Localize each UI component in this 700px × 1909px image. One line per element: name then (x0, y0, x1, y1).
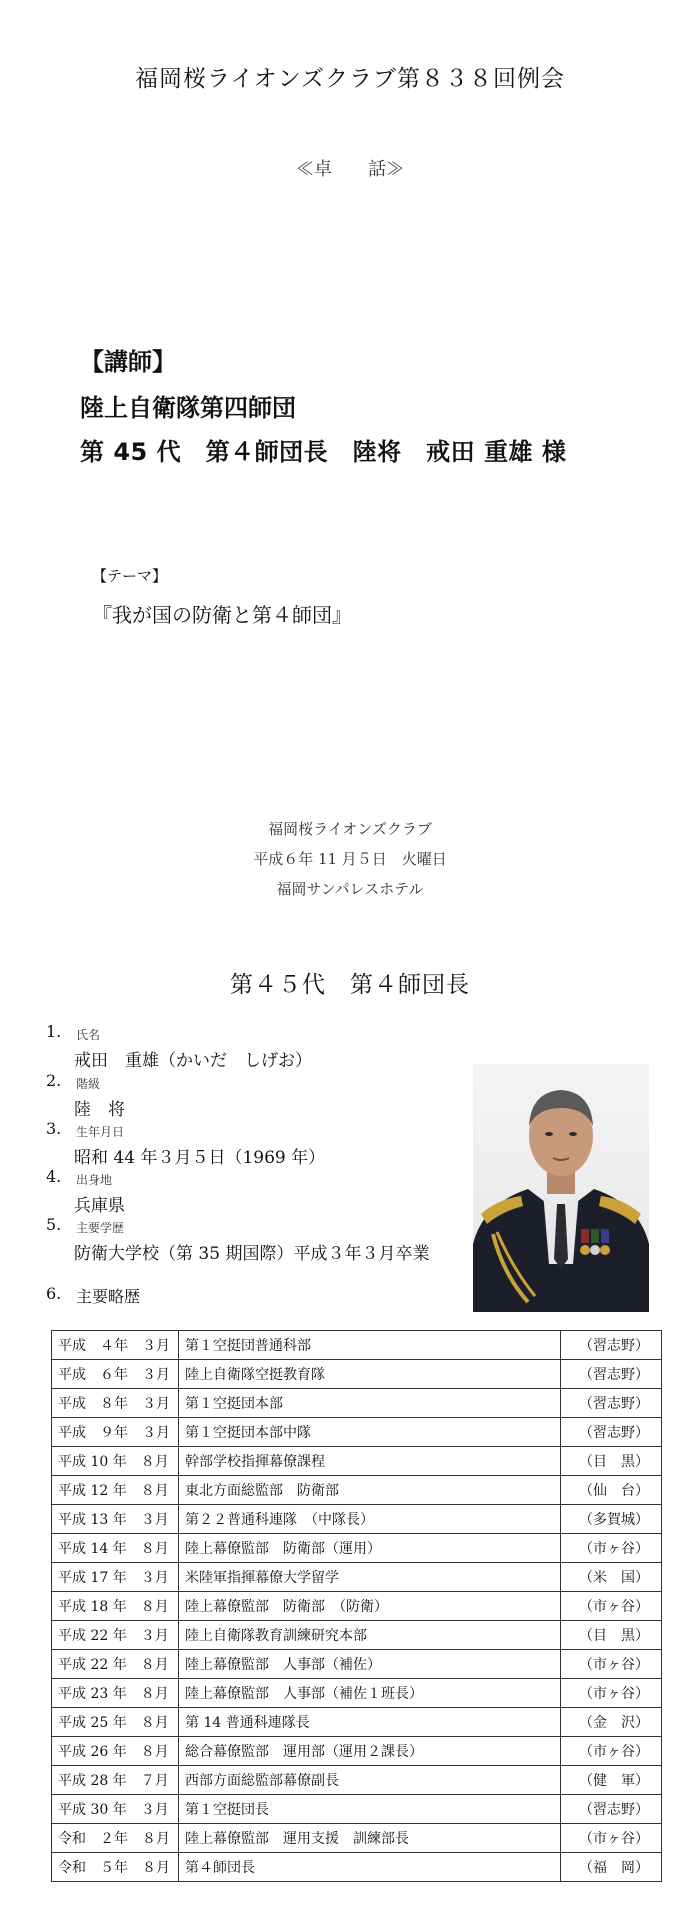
career-date: 平成 ８年 ３月 (52, 1389, 179, 1418)
career-post: 西部方面総監部幕僚副長 (179, 1766, 561, 1795)
career-date: 令和 ２年 ８月 (52, 1824, 179, 1853)
career-date: 平成 ４年 ３月 (52, 1331, 179, 1360)
career-post: 陸上幕僚監部 人事部（補佐１班長） (179, 1679, 561, 1708)
career-location: （市ヶ谷） (561, 1824, 662, 1853)
lecturer-organization: 陸上自衛隊第四師団 (80, 394, 296, 422)
career-post: 第 14 普通科連隊長 (179, 1708, 561, 1737)
bio-number: 5. (46, 1215, 62, 1234)
career-location: （市ヶ谷） (561, 1679, 662, 1708)
career-post: 第４師団長 (179, 1853, 561, 1882)
career-location: （習志野） (561, 1418, 662, 1447)
table-row (52, 1563, 662, 1592)
talk-label: ≪卓 話≫ (296, 159, 404, 180)
lecturer-name: 第 45 代 第４師団長 陸将 戒田 重雄 様 (80, 438, 567, 466)
table-row (52, 1766, 662, 1795)
table-row (52, 1418, 662, 1447)
career-date: 平成 ９年 ３月 (52, 1418, 179, 1447)
table-row (52, 1824, 662, 1853)
table-row (52, 1795, 662, 1824)
career-post: 第１空挺団普通科部 (179, 1331, 561, 1360)
bio-label-rank: 階級 (76, 1077, 101, 1091)
footer-date: 平成６年 11 月５日 火曜日 (253, 850, 447, 868)
career-location: （習志野） (561, 1795, 662, 1824)
table-row (52, 1534, 662, 1563)
table-row (52, 1650, 662, 1679)
career-location: （金 沢） (561, 1708, 662, 1737)
bio-label-name: 氏名 (76, 1028, 101, 1042)
lecturer-label: 【講師】 (80, 348, 176, 376)
career-location: （目 黒） (561, 1621, 662, 1650)
table-row (52, 1679, 662, 1708)
bio-value-rank: 陸 将 (74, 1100, 125, 1120)
table-row (52, 1737, 662, 1766)
footer-venue: 福岡サンパレスホテル (276, 880, 424, 898)
career-heading: 主要略歴 (76, 1287, 141, 1306)
bio-number: 2. (46, 1071, 62, 1090)
bio-label-education: 主要学歴 (76, 1221, 125, 1235)
bio-value-education: 防衛大学校（第 35 期国際）平成３年３月卒業 (74, 1244, 430, 1264)
career-location: （仙 台） (561, 1476, 662, 1505)
career-post: 米陸軍指揮幕僚大学留学 (179, 1563, 561, 1592)
portrait-photo (473, 1064, 649, 1312)
page-title: 福岡桜ライオンズクラブ第８３８回例会 (135, 66, 565, 92)
bio-number: 1. (46, 1022, 62, 1041)
table-row (52, 1505, 662, 1534)
bio-number: 4. (46, 1167, 62, 1186)
theme-text: 『我が国の防衛と第４師団』 (92, 603, 352, 627)
career-post: 第１空挺団本部 (179, 1389, 561, 1418)
career-post: 幹部学校指揮幕僚課程 (179, 1447, 561, 1476)
table-row (52, 1592, 662, 1621)
career-post: 総合幕僚監部 運用部（運用２課長） (179, 1737, 561, 1766)
career-date: 平成 22 年 ８月 (52, 1650, 179, 1679)
career-post: 陸上自衛隊教育訓練研究本部 (179, 1621, 561, 1650)
career-date: 平成 12 年 ８月 (52, 1476, 179, 1505)
table-row (52, 1389, 662, 1418)
theme-label: 【テーマ】 (92, 567, 168, 585)
footer-club: 福岡桜ライオンズクラブ (268, 820, 432, 838)
career-date: 令和 ５年 ８月 (52, 1853, 179, 1882)
career-post: 陸上幕僚監部 運用支援 訓練部長 (179, 1824, 561, 1853)
career-date: 平成 25 年 ８月 (52, 1708, 179, 1737)
career-post: 陸上幕僚監部 防衛部 （防衛） (179, 1592, 561, 1621)
career-location: （市ヶ谷） (561, 1737, 662, 1766)
career-post: 第１空挺団本部中隊 (179, 1418, 561, 1447)
career-post: 陸上幕僚監部 防衛部（運用） (179, 1534, 561, 1563)
career-location: （目 黒） (561, 1447, 662, 1476)
career-post: 陸上自衛隊空挺教育隊 (179, 1360, 561, 1389)
career-post: 陸上幕僚監部 人事部（補佐） (179, 1650, 561, 1679)
table-row (52, 1447, 662, 1476)
career-location: （市ヶ谷） (561, 1534, 662, 1563)
bio-value-hometown: 兵庫県 (74, 1196, 125, 1216)
bio-number: 6. (46, 1284, 62, 1303)
career-date: 平成 13 年 ３月 (52, 1505, 179, 1534)
career-date: 平成 22 年 ３月 (52, 1621, 179, 1650)
career-date: 平成 17 年 ３月 (52, 1563, 179, 1592)
bio-label-birthdate: 生年月日 (76, 1125, 125, 1139)
career-location: （健 軍） (561, 1766, 662, 1795)
bio-heading: 第４５代 第４師団長 (230, 972, 470, 998)
career-post: 第１空挺団長 (179, 1795, 561, 1824)
career-post: 東北方面総監部 防衛部 (179, 1476, 561, 1505)
table-row (52, 1853, 662, 1882)
bio-number: 3. (46, 1119, 62, 1138)
career-location: （習志野） (561, 1331, 662, 1360)
career-post: 第２２普通科連隊 （中隊長） (179, 1505, 561, 1534)
career-location: （市ヶ谷） (561, 1650, 662, 1679)
career-date: 平成 26 年 ８月 (52, 1737, 179, 1766)
portrait-icon (473, 1064, 649, 1312)
bio-value-name: 戒田 重雄（かいだ しげお） (74, 1051, 312, 1071)
career-location: （市ヶ谷） (561, 1592, 662, 1621)
table-row (52, 1360, 662, 1389)
career-date: 平成 18 年 ８月 (52, 1592, 179, 1621)
table-row (52, 1331, 662, 1360)
career-date: 平成 ６年 ３月 (52, 1360, 179, 1389)
career-location: （米 国） (561, 1563, 662, 1592)
table-row (52, 1708, 662, 1737)
career-date: 平成 23 年 ８月 (52, 1679, 179, 1708)
career-date: 平成 14 年 ８月 (52, 1534, 179, 1563)
bio-value-birthdate: 昭和 44 年３月５日（1969 年） (74, 1148, 326, 1168)
career-date: 平成 10 年 ８月 (52, 1447, 179, 1476)
career-location: （習志野） (561, 1389, 662, 1418)
career-location: （習志野） (561, 1360, 662, 1389)
table-row (52, 1621, 662, 1650)
career-table (51, 1330, 662, 1882)
career-location: （多賀城） (561, 1505, 662, 1534)
bio-label-hometown: 出身地 (76, 1173, 113, 1187)
career-date: 平成 28 年 ７月 (52, 1766, 179, 1795)
career-date: 平成 30 年 ３月 (52, 1795, 179, 1824)
career-location: （福 岡） (561, 1853, 662, 1882)
table-row (52, 1476, 662, 1505)
